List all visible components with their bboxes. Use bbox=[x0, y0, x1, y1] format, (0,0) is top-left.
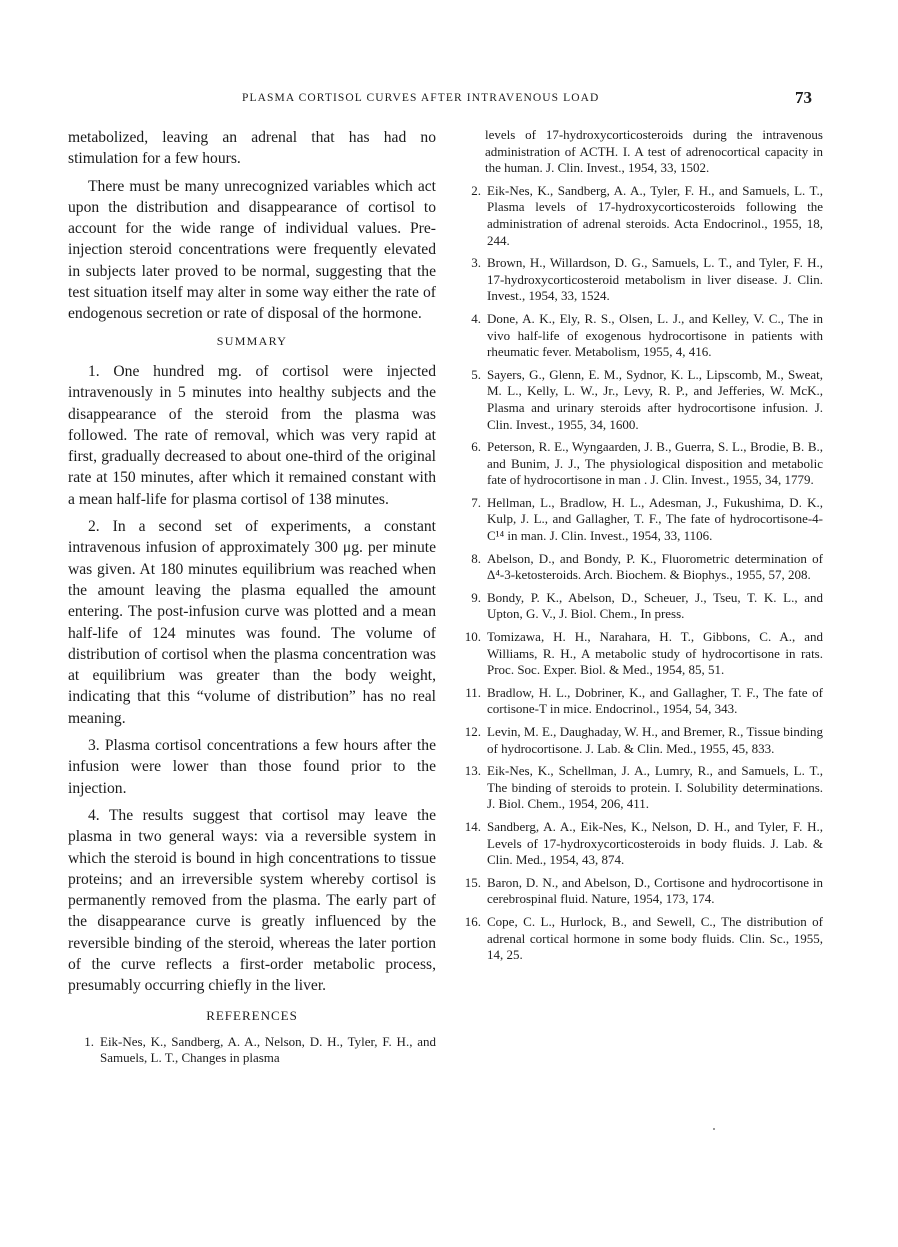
summary-item: 3. Plasma cortisol concentrations a few hours after the infusion were lower than those found prior to the injection. bbox=[68, 737, 436, 797]
reference-item bbox=[455, 914, 823, 964]
reference-text: Brown, H., Willardson, D. G., Samuels, L. T., and Tyler, F. H., 17-hydroxycorticosteroid metabolism in liver disease. J. Clin. Invest., 1954, 33, 1524. bbox=[487, 255, 823, 304]
running-title: PLASMA CORTISOL CURVES AFTER INTRAVENOUS LOAD bbox=[242, 92, 600, 104]
page-number: 73 bbox=[795, 88, 812, 107]
reference-text: Peterson, R. E., Wyngaarden, J. B., Guerra, S. L., Brodie, B. B., and Bunim, J. J., The physiological disposition and metabolic fate of hydrocortisone in man . J. Clin. Invest., 1955, 34, 1779. bbox=[487, 439, 823, 488]
reference-number: 3. bbox=[471, 255, 481, 271]
references-heading: REFERENCES bbox=[206, 1007, 298, 1023]
reference-text: Sandberg, A. A., Eik-Nes, K., Nelson, D. H., and Tyler, F. H., Levels of 17-hydroxycorticosteroids in body fluids. J. Lab. & Clin. Med., 1954, 43, 874. bbox=[487, 818, 823, 868]
reference-number: 15. bbox=[464, 874, 481, 890]
reference-item bbox=[455, 819, 823, 869]
body-paragraph: There must be many unrecognized variables which act upon the distribution and disappearance of cortisol to account for the wide range of individual values. Pre-injection steroid concentrations were frequently elevated in subjects later proved to be normal, suggesting that the test situation itself may alter in some way either the rate of endogenous secretion or rate of disposal of the hormone. bbox=[68, 177, 436, 323]
reference-text: Levin, M. E., Daughaday, W. H., and Bremer, R., Tissue binding of hydrocortisone. J. Lab. & Clin. Med., 1955, 45, 833. bbox=[487, 724, 823, 756]
reference-text: Abelson, D., and Bondy, P. K., Fluorometric determination of Δ⁴-3-ketosteroids. Arch. Biochem. & Biophys., 1955, 57, 208. bbox=[487, 550, 823, 583]
reference-number: 11. bbox=[465, 684, 481, 700]
summary-item: 1. One hundred mg. of cortisol were injected intravenously in 5 minutes into healthy subjects and the disappearance of the steroid from the plasma was followed. The rate of removal, which was very rapid at first, gradually decreased to about one-third of the original rate at 150 minutes, after which it remained constant with a mean half-life for plasma cortisol of 138 minutes. bbox=[68, 362, 436, 508]
reference-number: 14. bbox=[464, 818, 481, 834]
reference-number: 9. bbox=[471, 589, 481, 605]
print-speck bbox=[713, 1128, 715, 1130]
reference-item bbox=[455, 685, 823, 718]
summary-item: 4. The results suggest that cortisol may leave the plasma in two general ways: via a reversible system in which the steroid is bound in high concentrations to tissue proteins; and an irreversible system whereby cortisol is permanently removed from the plasma. The early part of the disappearance curve is greatly influenced by the reversible binding of the steroid, whereas the later portion of the curve reflects a first-order metabolic process, presumably occurring chiefly in the liver. bbox=[68, 806, 436, 995]
left-column bbox=[68, 127, 436, 1073]
reference-text: Tomizawa, H. H., Narahara, H. T., Gibbons, C. A., and Williams, R. H., A metabolic study of hydrocortisone in rats. Proc. Soc. Exper. Biol. & Med., 1954, 85, 51. bbox=[487, 629, 823, 678]
reference-number: 1. bbox=[84, 1033, 94, 1049]
summary-heading: SUMMARY bbox=[216, 333, 288, 348]
summary-item: 2. In a second set of experiments, a constant intravenous infusion of approximately 300 μg. per minute was given. At 180 minutes equilibrium was reached when the amount leaving the plasma equalled the amount entering. The post-infusion curve was plotted and a mean half-life of 124 minutes was found. The volume of distribution of cortisol when the plasma concentration was at equilibrium was greater than the body weight, indicating that this “volume of distribution” has no real meaning. bbox=[68, 518, 436, 727]
right-column bbox=[455, 127, 823, 970]
reference-item bbox=[68, 1034, 436, 1067]
reference-continuation: levels of 17-hydroxycorticosteroids during the intravenous administration of ACTH. I. A test of adrenocortical capacity in the human. J. Clin. Invest., 1954, 33, 1502. bbox=[485, 127, 823, 176]
reference-number: 6. bbox=[471, 439, 481, 455]
reference-number: 13. bbox=[464, 763, 481, 779]
reference-text: Eik-Nes, K., Sandberg, A. A., Tyler, F. H., and Samuels, L. T., Plasma levels of 17-hydroxycorticosteroids following the administration of adrenal steroids. Acta Endocrinol., 1955, 18, 244. bbox=[487, 182, 823, 248]
reference-number: 12. bbox=[464, 724, 481, 739]
reference-text: Hellman, L., Bradlow, H. L., Adesman, J., Fukushima, D. K., Kulp, J. L., and Gallagher, T. F., The fate of hydrocortisone-4-C¹⁴ in man. J. Clin. Invest., 1954, 33, 1106. bbox=[487, 494, 823, 544]
reference-text: Bondy, P. K., Abelson, D., Scheuer, J., Tseu, T. K. L., and Upton, G. V., J. Biol. Chem., In press. bbox=[487, 589, 823, 622]
reference-number: 16. bbox=[464, 913, 481, 929]
reference-text: Baron, D. N., and Abelson, D., Cortisone and hydrocortisone in cerebrospinal fluid. Nature, 1954, 173, 174. bbox=[487, 874, 823, 907]
reference-text: Eik-Nes, K., Sandberg, A. A., Nelson, D. H., Tyler, F. H., and Samuels, L. T., Changes in plasma bbox=[100, 1033, 436, 1066]
reference-text: Bradlow, H. L., Dobriner, K., and Gallagher, T. F., The fate of cortisone-T in mice. Endocrinol., 1954, 54, 343. bbox=[487, 684, 823, 717]
body-paragraph: metabolized, leaving an adrenal that has had no stimulation for a few hours. bbox=[68, 129, 436, 168]
reference-item bbox=[455, 439, 823, 489]
reference-number: 8. bbox=[471, 550, 481, 566]
reference-item bbox=[455, 629, 823, 679]
reference-item bbox=[455, 724, 823, 757]
reference-number: 2. bbox=[471, 182, 481, 198]
reference-text: Eik-Nes, K., Schellman, J. A., Lumry, R., and Samuels, L. T., The binding of steroids to protein. I. Solubility determinations. J. Biol. Chem., 1954, 206, 411. bbox=[487, 763, 823, 812]
reference-item bbox=[455, 367, 823, 433]
reference-number: 10. bbox=[464, 629, 481, 645]
reference-text: Sayers, G., Glenn, E. M., Sydnor, K. L., Lipscomb, M., Sweat, M. L., Kelly, L. W., Jr., Levy, R. P., and Jefferies, W. McK., Plasma and urinary steroids after hydrocortisone infusion. J. Clin. Invest., 1955, 34, 1600. bbox=[487, 366, 823, 432]
reference-item bbox=[455, 183, 823, 249]
reference-number: 7. bbox=[471, 494, 481, 510]
reference-item bbox=[455, 551, 823, 584]
reference-item bbox=[455, 255, 823, 305]
reference-text: Done, A. K., Ely, R. S., Olsen, L. J., and Kelley, V. C., The in vivo half-life of exogenous hydrocortisone in patients with rheumatic fever. Metabolism, 1955, 4, 416. bbox=[487, 310, 823, 360]
reference-number: 4. bbox=[471, 310, 481, 326]
reference-item bbox=[455, 875, 823, 908]
reference-number: 5. bbox=[471, 366, 481, 382]
reference-item bbox=[455, 495, 823, 545]
reference-text: Cope, C. L., Hurlock, B., and Sewell, C., The distribution of adrenal cortical hormone in some body fluids. Clin. Sc., 1955, 14, 25. bbox=[487, 913, 823, 963]
reference-item bbox=[455, 590, 823, 623]
reference-item bbox=[455, 311, 823, 361]
page-header bbox=[242, 86, 818, 110]
reference-list bbox=[455, 183, 823, 964]
reference-item bbox=[455, 763, 823, 813]
